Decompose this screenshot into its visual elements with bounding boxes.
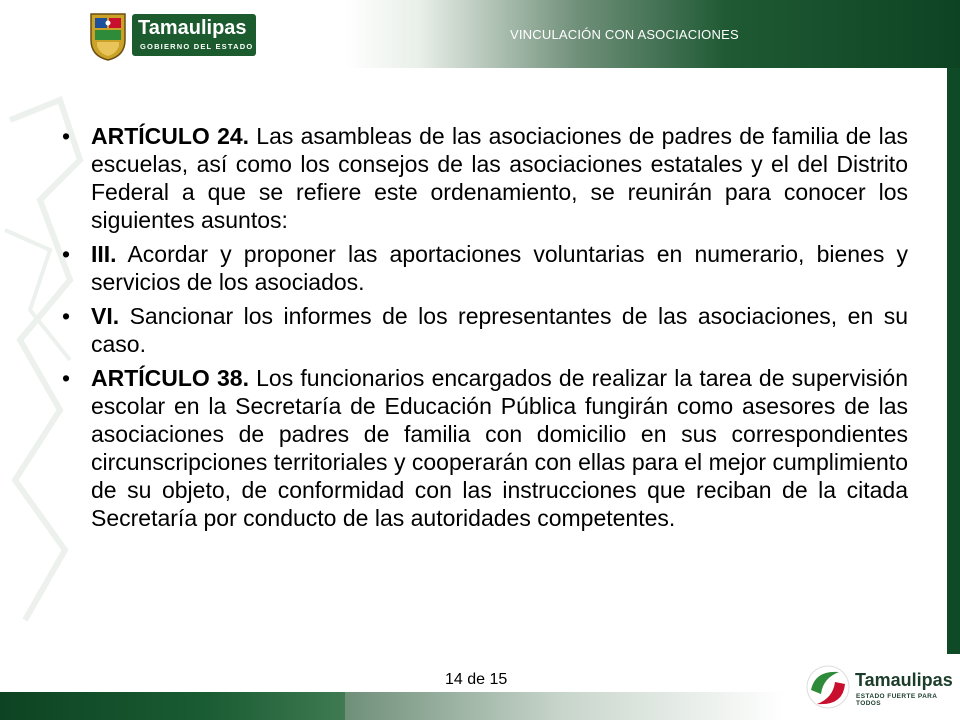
bullet-item — [62, 122, 908, 234]
bullet-dot: • — [62, 123, 71, 149]
bullet-text: Acordar y proponer las aportaciones voluntarias en numerario, bienes y servicios de los asociados. — [91, 241, 908, 295]
bullet-dot: • — [62, 303, 71, 329]
header-logo-name: Tamaulipas — [138, 17, 247, 39]
right-accent-strip — [947, 68, 960, 654]
header-title: VINCULACIÓN CON ASOCIACIONES — [510, 27, 739, 42]
bullet-lead: ARTÍCULO 38. — [91, 365, 249, 391]
bullet-item — [62, 302, 908, 358]
bullet-lead: III. — [91, 241, 117, 267]
header-logo — [88, 10, 258, 62]
bullet-item — [62, 364, 908, 532]
bullet-lead: VI. — [91, 303, 120, 329]
slide-content — [62, 122, 908, 538]
footer-logo-subtitle: ESTADO FUERTE PARA TODOS — [856, 693, 938, 707]
header-logo-subtitle: GOBIERNO DEL ESTADO — [140, 42, 254, 51]
bullet-lead: ARTÍCULO 24. — [91, 123, 250, 149]
bullet-text: Las asambleas de las asociaciones de padres de familia de las escuelas, así como los consejos de las asociaciones estatales y el del Distrito Federal a que se refiere este ordenamiento, se reunirán para conocer los siguientes asuntos: — [91, 123, 908, 233]
bullet-dot: • — [62, 365, 71, 391]
page-number: 14 de 15 — [445, 671, 508, 688]
footer-gradient-band — [345, 692, 785, 720]
bullet-item — [62, 240, 908, 296]
coat-of-arms-icon — [88, 10, 128, 62]
footer-logo — [805, 664, 953, 712]
bullet-text: Sancionar los informes de los representantes de las asociaciones, en su caso. — [91, 303, 908, 357]
footer-green-band — [0, 692, 345, 720]
header-logo-plate — [132, 14, 256, 56]
bullet-dot: • — [62, 241, 71, 267]
bullet-text: Los funcionarios encargados de realizar la tarea de supervisión escolar en la Secretaría de Educación Pública fungirán como asesores de las asociaciones de padres de familia con domicilio en sus correspondientes circunscripciones territoriales y cooperarán con ellas para el mejor cumplimiento de su objeto, de conformidad con las instrucciones que reciban de la citada Secretaría por conducto de las autoridades competentes. — [91, 365, 908, 531]
footer-logo-name: Tamaulipas — [855, 670, 953, 690]
tamaulipas-swirl-icon — [805, 664, 851, 710]
